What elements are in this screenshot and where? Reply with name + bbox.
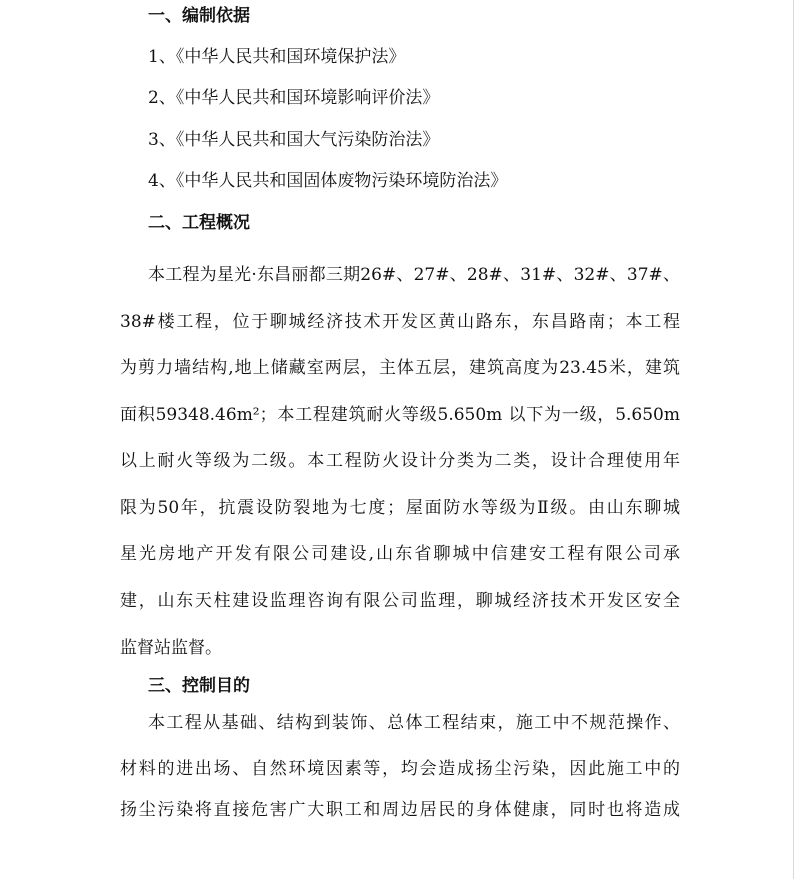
section-heading-overview: 二、工程概况 (148, 213, 250, 233)
basis-item-3: 3、《中华人民共和国大气污染防治法》 (148, 130, 440, 150)
overview-line-3: 为剪力墙结构,地上储藏室两层，主体五层，建筑高度为23.45米，建筑 (120, 358, 680, 378)
section-heading-basis: 一、编制依据 (148, 6, 250, 26)
section-heading-purpose: 三、控制目的 (148, 676, 250, 696)
overview-line-1: 本工程为星光·东昌丽都三期26#、27#、28#、31#、32#、37#、 (148, 265, 680, 285)
purpose-line-1: 本工程从基础、结构到装饰、总体工程结束，施工中不规范操作、 (148, 713, 680, 733)
purpose-line-2: 材料的进出场、自然环境因素等，均会造成扬尘污染，因此施工中的 (120, 759, 680, 779)
basis-item-4: 4、《中华人民共和国固体废物污染环境防治法》 (148, 171, 508, 191)
overview-line-5: 以上耐火等级为二级。本工程防火设计分类为二类，设计合理使用年 (120, 451, 680, 471)
overview-line-6: 限为50年，抗震设防裂地为七度；屋面防水等级为Ⅱ级。由山东聊城 (120, 498, 680, 518)
purpose-line-3: 扬尘污染将直接危害广大职工和周边居民的身体健康，同时也将造成 (120, 800, 680, 820)
overview-line-9: 监督站监督。 (120, 638, 222, 658)
overview-line-8: 建，山东天柱建设监理咨询有限公司监理，聊城经济技术开发区安全 (120, 591, 680, 611)
basis-item-1: 1、《中华人民共和国环境保护法》 (148, 47, 406, 67)
overview-line-7: 星光房地产开发有限公司建设,山东省聊城中信建安工程有限公司承 (120, 544, 680, 564)
basis-item-2: 2、《中华人民共和国环境影响评价法》 (148, 88, 440, 108)
overview-line-2: 38#楼工程，位于聊城经济技术开发区黄山路东，东昌路南；本工程 (120, 312, 680, 332)
overview-line-4: 面积59348.46m²；本工程建筑耐火等级5.650m 以下为一级，5.650m (120, 405, 680, 425)
